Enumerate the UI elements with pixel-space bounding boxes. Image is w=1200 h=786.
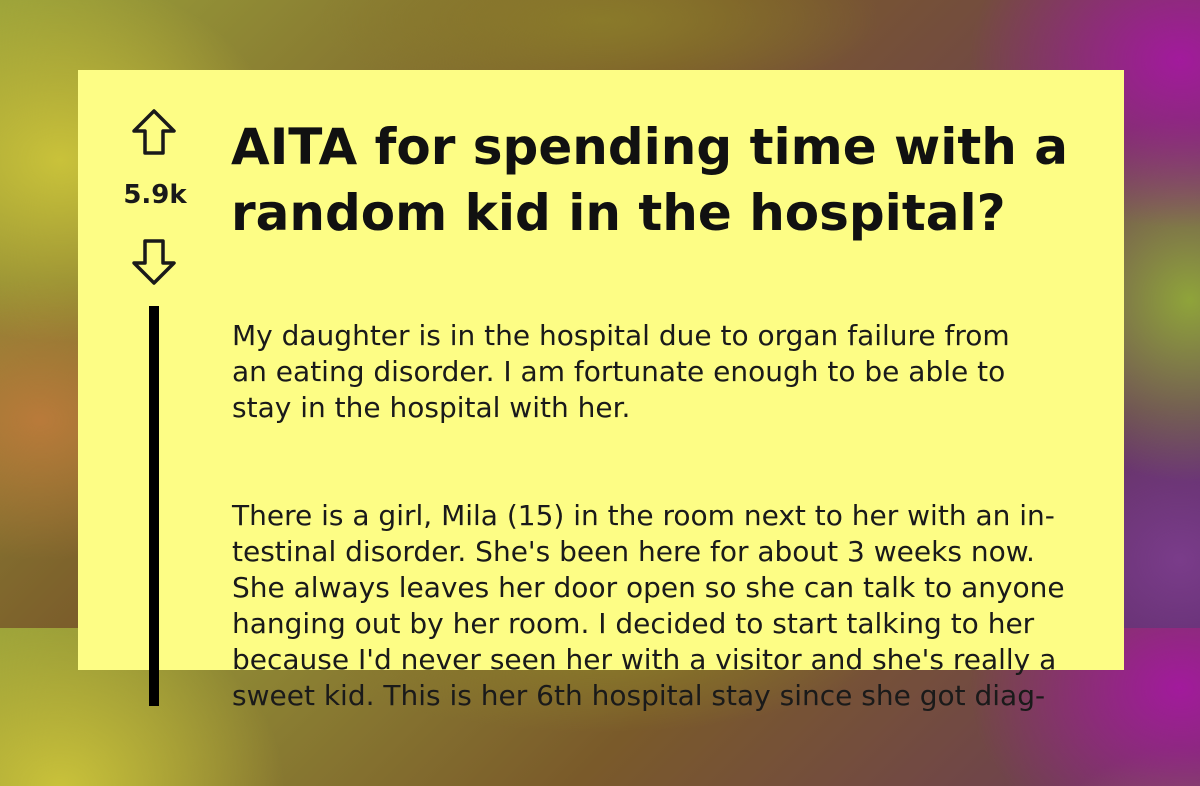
post-paragraph: My daughter is in the hospital due to organ failure from an eating disorder. I am fortunate enough to be able to stay in the hospital with her. — [232, 319, 1010, 424]
post-card — [78, 70, 1124, 712]
vote-count: 5.9k — [123, 180, 187, 210]
post-paragraph: There is a girl, Mila (15) in the room next to her with an in- testinal disorder. She's been here for about 3 weeks now. She always leaves her door open so she can talk to anyone hanging out by her room. I decided to start talking to her because I'd never seen her with a visitor and she's really a sweet kid. This is her 6th hospital stay since she got diag- — [232, 499, 1065, 712]
upvote-icon[interactable] — [129, 108, 179, 158]
post-title: AITA for spending time with a random kid in the hospital? — [231, 118, 1069, 242]
thread-line — [149, 306, 159, 706]
downvote-icon[interactable] — [129, 236, 179, 286]
post-body — [232, 282, 1112, 786]
